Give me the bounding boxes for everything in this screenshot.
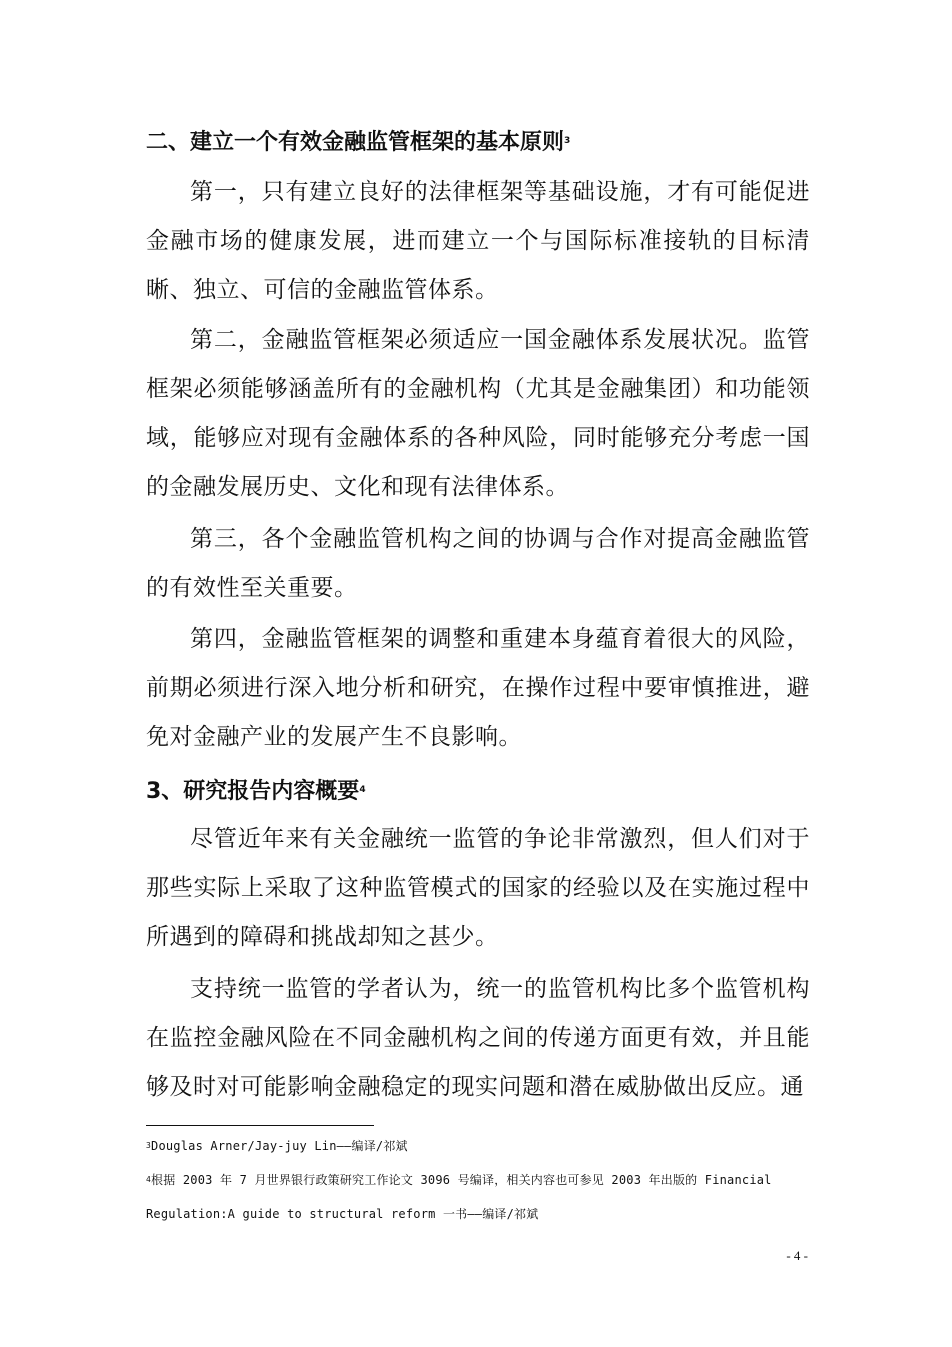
- footnote-text: Douglas Arner/Jay-juy Lin——编译/祁斌: [151, 1139, 408, 1153]
- footnote-mark: 4: [146, 1175, 152, 1184]
- page-number: - 4 -: [786, 1248, 808, 1263]
- footnote-separator: [146, 1125, 374, 1126]
- footnote-ref-4[interactable]: 4: [359, 785, 366, 795]
- paragraph-third: 第三，各个金融监管机构之间的协调与合作对提高金融监管的有效性至关重要。: [146, 526, 810, 601]
- paragraph-second: 第二，金融监管框架必须适应一国金融体系发展状况。监管框架必须能够涵盖所有的金融机构（尤其是金融集团）和功能领域，能够应对现有金融体系的各种风险，同时能够充分考虑一国的金融发展历史、文化和现有法律体系。: [146, 327, 810, 500]
- paragraph-summary-1: 尽管近年来有关金融统一监管的争论非常激烈，但人们对于那些实际上采取了这种监管模式的国家的经验以及在实施过程中所遇到的障碍和挑战却知之甚少。: [146, 826, 810, 950]
- paragraph-first: 第一，只有建立良好的法律框架等基础设施，才有可能促进金融市场的健康发展，进而建立一个与国际标准接轨的目标清晰、独立、可信的金融监管体系。: [146, 179, 810, 303]
- heading-text: 3、研究报告内容概要: [146, 779, 360, 804]
- footnote-4: [146, 1163, 810, 1231]
- footnote-ref-3[interactable]: 3: [564, 136, 571, 146]
- paragraph-fourth: 第四，金融监管框架的调整和重建本身蕴育着很大的风险，前期必须进行深入地分析和研究，在操作过程中要审慎推进，避免对金融产业的发展产生不良影响。: [146, 626, 810, 750]
- footnote-mark: 3: [146, 1141, 152, 1150]
- paragraph-summary-2: 支持统一监管的学者认为，统一的监管机构比多个监管机构在监控金融风险在不同金融机构之间的传递方面更有效，并且能够及时对可能影响金融稳定的现实问题和潜在威胁做出反应。通: [146, 976, 810, 1100]
- footnote-text: 根据 2003 年 7 月世界银行政策研究工作论文 3096 号编译，相关内容也可参见 2003 年出版的 Financial Regulation:A guide to structural reform 一书——编译/祁斌: [146, 1173, 772, 1221]
- footnote-3: [146, 1129, 810, 1163]
- heading-text: 二、建立一个有效金融监管框架的基本原则: [146, 130, 565, 155]
- section-heading-principles: [146, 128, 570, 158]
- section-heading-summary: [146, 777, 366, 807]
